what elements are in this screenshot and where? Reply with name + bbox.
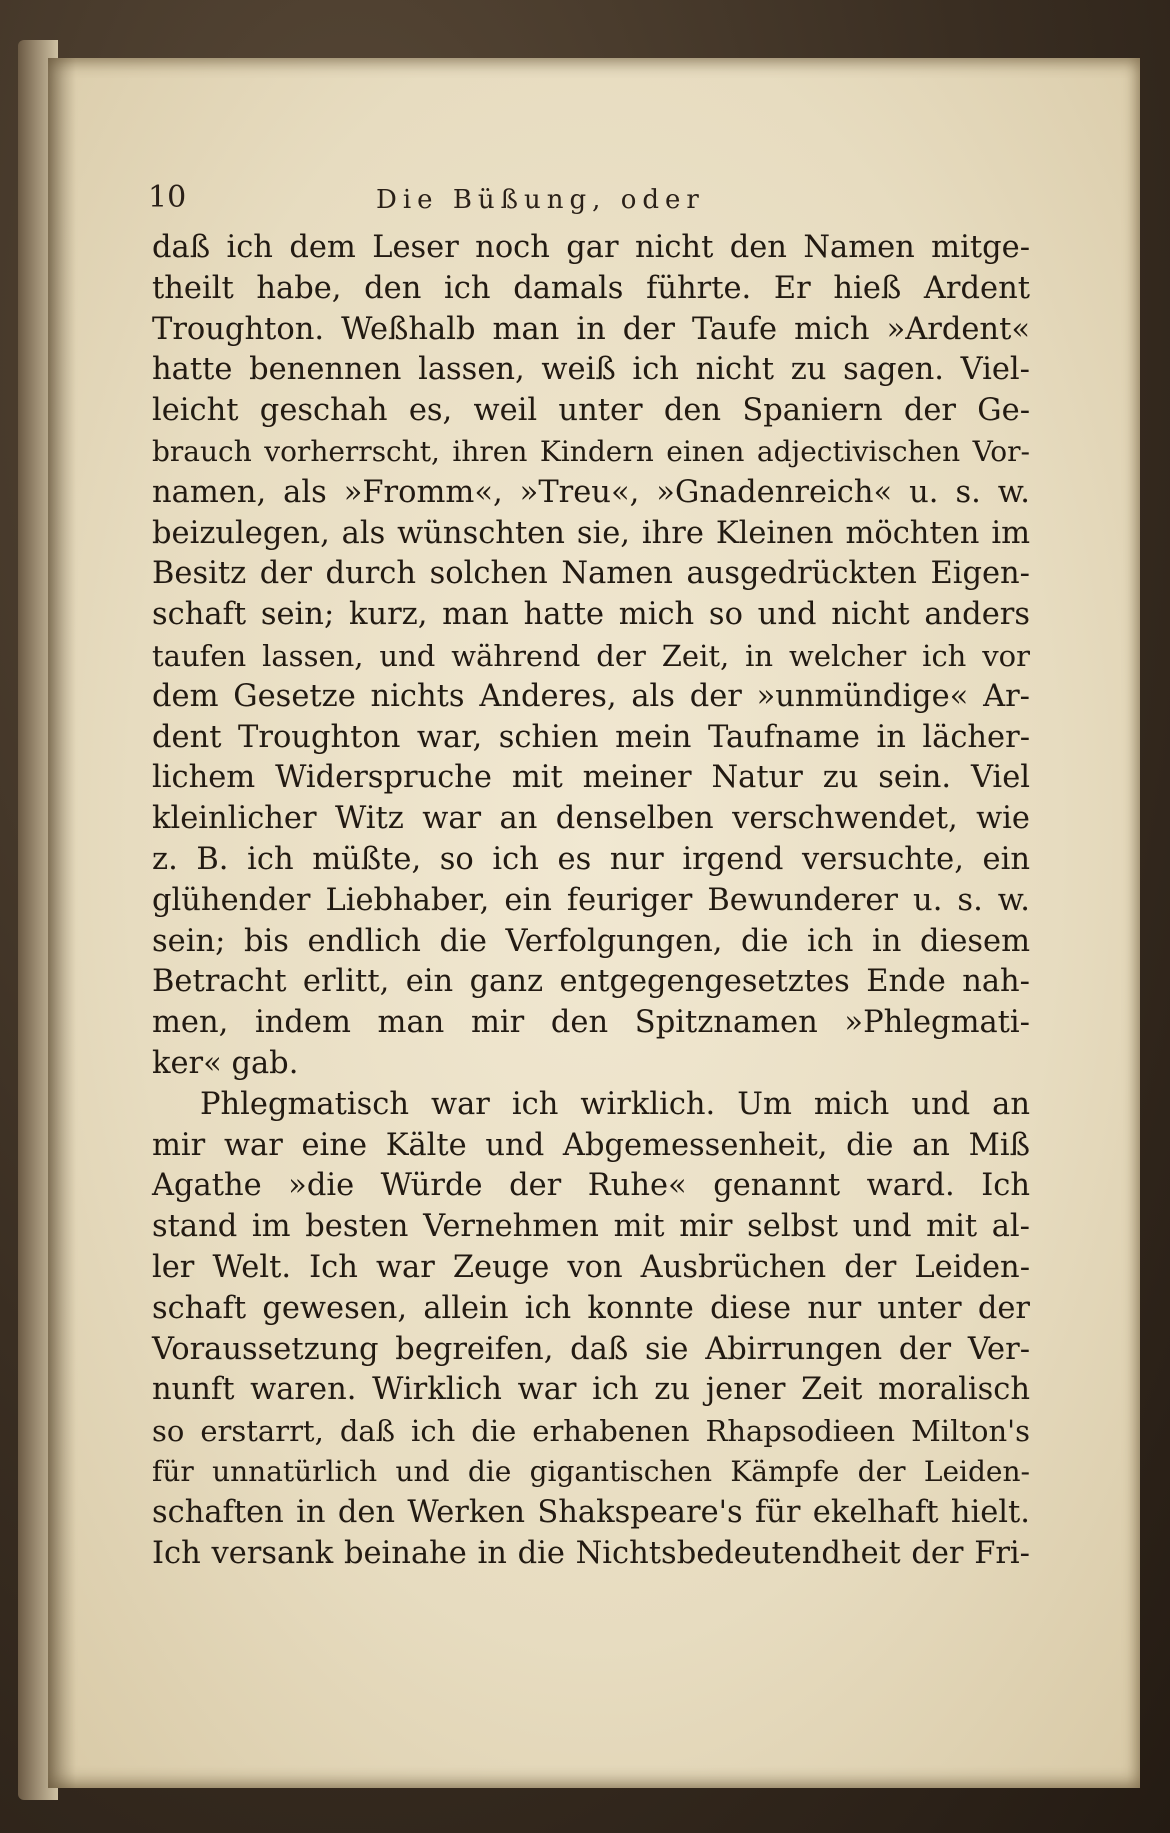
text-line: leicht geschah es, weil unter den Spaniern der Ge- (152, 393, 1030, 429)
text-line: dent Troughton war, schien mein Taufname in lächer- (152, 719, 1030, 755)
text-line: dem Gesetze nichts Anderes, als der »unmündige« Ar- (152, 678, 1030, 714)
body-text (152, 228, 1030, 1574)
text-line: lichem Widerspruche mit meiner Natur zu sein. Viel (152, 760, 1030, 796)
text-line: beizulegen, als wünschten sie, ihre Kleinen möchten im (152, 515, 1030, 551)
text-line: Voraussetzung begreifen, daß sie Abirrungen der Ver- (152, 1331, 1030, 1367)
page-number: 10 (148, 180, 187, 215)
paragraph-start-line: Phlegmatisch war ich wirklich. Um mich und an (200, 1086, 1030, 1122)
text-line: schaft gewesen, allein ich konnte diese nur unter der (152, 1290, 1030, 1326)
text-line: sein; bis endlich die Verfolgungen, die ich in diesem (152, 923, 1030, 959)
text-line: ker« gab. (152, 1045, 299, 1081)
text-line: daß ich dem Leser noch gar nicht den Namen mitge- (152, 230, 1030, 265)
text-line: nunft waren. Wirklich war ich zu jener Zeit moralisch (152, 1372, 1030, 1408)
text-line: mir war eine Kälte und Abgemessenheit, die an Miß (152, 1127, 1030, 1163)
text-line: schaften in den Werken Shakspeare's für ekelhaft hielt. (152, 1494, 1030, 1530)
text-line: Agathe »die Würde der Ruhe« genannt ward. Ich (152, 1168, 1030, 1204)
running-title: Die Büßung, oder (376, 185, 705, 215)
running-header (148, 178, 968, 222)
text-line: Betracht erlitt, ein ganz entgegengesetztes Ende nah- (152, 964, 1030, 1000)
text-line: ler Welt. Ich war Zeuge von Ausbrüchen der Leiden- (152, 1249, 1030, 1285)
text-line: men, indem man mir den Spitznamen »Phlegmati- (152, 1005, 1030, 1041)
text-line: so erstarrt, daß ich die erhabenen Rhapsodieen Milton's (152, 1414, 1030, 1449)
gutter-shadow (48, 58, 76, 1788)
text-line: hatte benennen lassen, weiß ich nicht zu sagen. Viel- (152, 352, 1030, 388)
text-line: Troughton. Weßhalb man in der Taufe mich »Ardent« (152, 311, 1030, 347)
text-line: Besitz der durch solchen Namen ausgedrückten Eigen- (152, 556, 1030, 592)
text-line: schaft sein; kurz, man hatte mich so und nicht anders (152, 597, 1030, 633)
text-line: für unnatürlich und die gigantischen Kämpfe der Leiden- (152, 1454, 1030, 1488)
text-line: kleinlicher Witz war an denselben verschwendet, wie (152, 801, 1030, 837)
text-line: namen, als »Fromm«, »Treu«, »Gnadenreich« u. s. w. (152, 474, 1030, 510)
text-line: stand im besten Vernehmen mit mir selbst und mit al- (152, 1209, 1030, 1245)
text-line: z. B. ich müßte, so ich es nur irgend versuchte, ein (152, 841, 1030, 877)
text-line: theilt habe, den ich damals führte. Er hieß Ardent (152, 270, 1030, 306)
text-line: glühender Liebhaber, ein feuriger Bewunderer u. s. w. (152, 882, 1030, 918)
text-line: brauch vorherrscht, ihren Kindern einen adjectivischen Vor- (152, 434, 1030, 468)
text-line: Ich versank beinahe in die Nichtsbedeutendheit der Fri- (152, 1535, 1030, 1571)
text-line: taufen lassen, und während der Zeit, in welcher ich vor (152, 638, 1030, 673)
